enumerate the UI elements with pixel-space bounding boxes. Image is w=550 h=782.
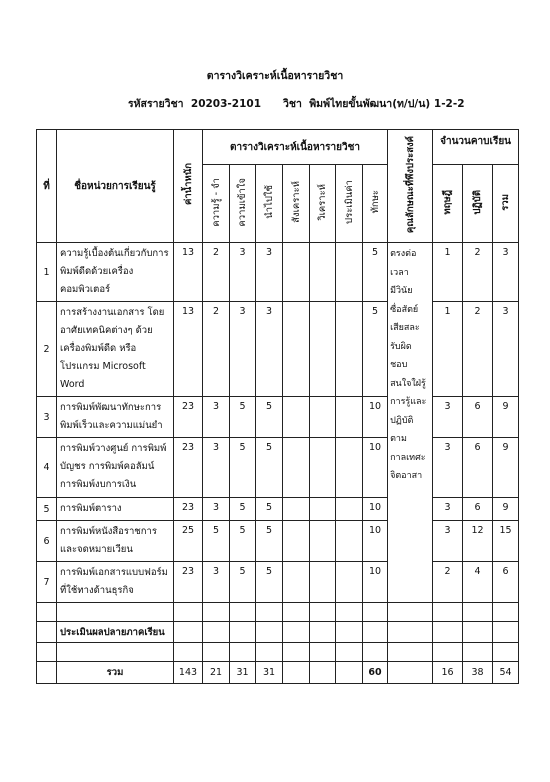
row-practice: 6 xyxy=(463,498,493,521)
subject-name-label: วิชา xyxy=(283,98,302,110)
row-understanding: 5 xyxy=(230,438,256,498)
row-knowledge: 3 xyxy=(203,397,230,438)
row-theory: 2 xyxy=(433,562,463,603)
row-weight: 23 xyxy=(174,498,203,521)
row-unit: การสร้างงานเอกสาร โดย อาศัยเทคนิคต่างๆ ด้วย เครื่องพิมพ์ดีด หรือ โปรแกรม Microsoft Word xyxy=(57,302,174,397)
header-periods: จำนวนคาบเรียน xyxy=(433,130,519,165)
blank-row xyxy=(37,643,519,662)
totals-theory: 16 xyxy=(433,662,463,684)
final-eval-row xyxy=(37,622,519,643)
row-skill: 10 xyxy=(363,562,388,603)
row-no: 1 xyxy=(37,243,57,302)
totals-total: 54 xyxy=(493,662,519,684)
table-row xyxy=(37,438,519,498)
totals-skill: 60 xyxy=(363,662,388,684)
row-apply: 3 xyxy=(256,302,283,397)
header-unit: ชื่อหน่วยการเรียนรู้ xyxy=(57,130,174,243)
row-knowledge: 2 xyxy=(203,302,230,397)
row-understanding: 5 xyxy=(230,397,256,438)
header-theory: ทฤษฎี xyxy=(433,165,463,243)
header-analysis: ตารางวิเคราะห์เนื้อหารายวิชา xyxy=(203,130,388,165)
row-weight: 23 xyxy=(174,397,203,438)
row-analyze xyxy=(310,562,336,603)
header-attributes xyxy=(388,130,433,243)
subject-code-label: รหัสรายวิชา xyxy=(128,98,184,110)
row-apply: 5 xyxy=(256,521,283,562)
row-synthesis xyxy=(283,397,310,438)
row-unit: ความรู้เบื้องต้นเกี่ยวกับการ พิมพ์ดีดด้วยเครื่อง คอมพิวเตอร์ xyxy=(57,243,174,302)
row-no: 6 xyxy=(37,521,57,562)
row-practice: 12 xyxy=(463,521,493,562)
row-no: 3 xyxy=(37,397,57,438)
row-total: 15 xyxy=(493,521,519,562)
row-synthesis xyxy=(283,498,310,521)
header-synthesis: สังเคราะห์ xyxy=(283,165,310,243)
table-row xyxy=(37,498,519,521)
row-practice: 6 xyxy=(463,438,493,498)
analysis-table xyxy=(36,129,519,684)
page-title: ตารางวิเคราะห์เนื้อหารายวิชา xyxy=(206,70,344,82)
table-row xyxy=(37,562,519,603)
header-row-1 xyxy=(37,130,519,165)
table-row xyxy=(37,397,519,438)
subject-name: พิมพ์ไทยขั้นพัฒนา(ท/ป/น) 1-2-2 xyxy=(309,98,465,110)
totals-label: รวม xyxy=(57,662,174,684)
row-synthesis xyxy=(283,562,310,603)
row-weight: 23 xyxy=(174,562,203,603)
row-apply: 5 xyxy=(256,562,283,603)
row-analyze xyxy=(310,521,336,562)
row-practice: 6 xyxy=(463,397,493,438)
row-unit: การพิมพ์ตาราง xyxy=(57,498,174,521)
row-total: 3 xyxy=(493,243,519,302)
row-total: 9 xyxy=(493,498,519,521)
header-practice: ปฏิบัติ xyxy=(463,165,493,243)
row-weight: 23 xyxy=(174,438,203,498)
row-weight: 13 xyxy=(174,302,203,397)
row-evaluate xyxy=(336,243,363,302)
totals-weight: 143 xyxy=(174,662,203,684)
row-apply: 3 xyxy=(256,243,283,302)
row-no: 7 xyxy=(37,562,57,603)
row-synthesis xyxy=(283,438,310,498)
row-skill: 5 xyxy=(363,243,388,302)
row-unit: การพิมพ์เอกสารแบบฟอร์ม ที่ใช้ทางด้านธุรกิจ xyxy=(57,562,174,603)
header-no: ที่ xyxy=(37,130,57,243)
row-total: 3 xyxy=(493,302,519,397)
row-theory: 3 xyxy=(433,521,463,562)
row-analyze xyxy=(310,498,336,521)
row-analyze xyxy=(310,243,336,302)
header-skill: ทักษะ xyxy=(363,165,388,243)
row-theory: 1 xyxy=(433,243,463,302)
row-no: 2 xyxy=(37,302,57,397)
table-row xyxy=(37,243,519,302)
row-understanding: 3 xyxy=(230,302,256,397)
row-knowledge: 2 xyxy=(203,243,230,302)
row-practice: 4 xyxy=(463,562,493,603)
row-theory: 3 xyxy=(433,498,463,521)
table-row xyxy=(37,302,519,397)
header-attributes-label: คุณลักษณะที่พึงประสงค์ xyxy=(404,135,416,234)
row-skill: 10 xyxy=(363,397,388,438)
header-weight-label: ค่าน้ำหนัก xyxy=(182,163,194,206)
blank-row xyxy=(37,603,519,622)
totals-row xyxy=(37,662,519,684)
row-unit: การพิมพ์พัฒนาทักษะการ พิมพ์เร็วและความแม่นยำ xyxy=(57,397,174,438)
header-knowledge: ความรู้ - จำ xyxy=(203,165,230,243)
header-evaluate: ประเมินค่า xyxy=(336,165,363,243)
row-evaluate xyxy=(336,498,363,521)
row-synthesis xyxy=(283,521,310,562)
header-apply: นำไปใช้ xyxy=(256,165,283,243)
row-evaluate xyxy=(336,302,363,397)
row-skill: 5 xyxy=(363,302,388,397)
row-skill: 10 xyxy=(363,521,388,562)
header-understanding: ความเข้าใจ xyxy=(230,165,256,243)
row-practice: 2 xyxy=(463,243,493,302)
row-knowledge: 5 xyxy=(203,521,230,562)
attributes-cell: ตรงต่อ เวลา มีวินัย ซื่อสัตย์ เสียสละ รับผิด ชอบ สนใจใฝ่รู้ การรู้และ ปฏิบัติ ตาม กาลเทศะ จิตอาสา xyxy=(388,243,433,603)
row-unit: การพิมพ์วางศูนย์ การพิมพ์ บัญชร การพิมพ์คอลัมน์ การพิมพ์งบการเงิน xyxy=(57,438,174,498)
row-understanding: 5 xyxy=(230,498,256,521)
row-theory: 3 xyxy=(433,397,463,438)
row-weight: 25 xyxy=(174,521,203,562)
row-apply: 5 xyxy=(256,498,283,521)
header-period-total: รวม xyxy=(493,165,519,243)
row-synthesis xyxy=(283,302,310,397)
header-weight xyxy=(174,130,203,243)
row-understanding: 5 xyxy=(230,562,256,603)
row-total: 6 xyxy=(493,562,519,603)
row-analyze xyxy=(310,302,336,397)
row-weight: 13 xyxy=(174,243,203,302)
row-synthesis xyxy=(283,243,310,302)
row-unit: การพิมพ์หนังสือราชการ และจดหมายเวียน xyxy=(57,521,174,562)
row-no: 5 xyxy=(37,498,57,521)
header-analyze: วิเคราะห์ xyxy=(310,165,336,243)
table-row xyxy=(37,521,519,562)
row-practice: 2 xyxy=(463,302,493,397)
final-eval-label: ประเมินผลปลายภาคเรียน xyxy=(57,622,174,643)
totals-practice: 38 xyxy=(463,662,493,684)
row-evaluate xyxy=(336,438,363,498)
row-skill: 10 xyxy=(363,438,388,498)
totals-understanding: 31 xyxy=(230,662,256,684)
row-theory: 1 xyxy=(433,302,463,397)
row-total: 9 xyxy=(493,397,519,438)
subject-line xyxy=(128,95,465,112)
row-understanding: 3 xyxy=(230,243,256,302)
row-knowledge: 3 xyxy=(203,438,230,498)
row-evaluate xyxy=(336,521,363,562)
row-analyze xyxy=(310,397,336,438)
row-knowledge: 3 xyxy=(203,498,230,521)
totals-apply: 31 xyxy=(256,662,283,684)
totals-knowledge: 21 xyxy=(203,662,230,684)
row-apply: 5 xyxy=(256,438,283,498)
row-no: 4 xyxy=(37,438,57,498)
row-skill: 10 xyxy=(363,498,388,521)
row-understanding: 5 xyxy=(230,521,256,562)
subject-code: 20203-2101 xyxy=(190,98,262,110)
row-evaluate xyxy=(336,397,363,438)
row-apply: 5 xyxy=(256,397,283,438)
row-analyze xyxy=(310,438,336,498)
row-total: 9 xyxy=(493,438,519,498)
row-evaluate xyxy=(336,562,363,603)
row-theory: 3 xyxy=(433,438,463,498)
row-knowledge: 3 xyxy=(203,562,230,603)
